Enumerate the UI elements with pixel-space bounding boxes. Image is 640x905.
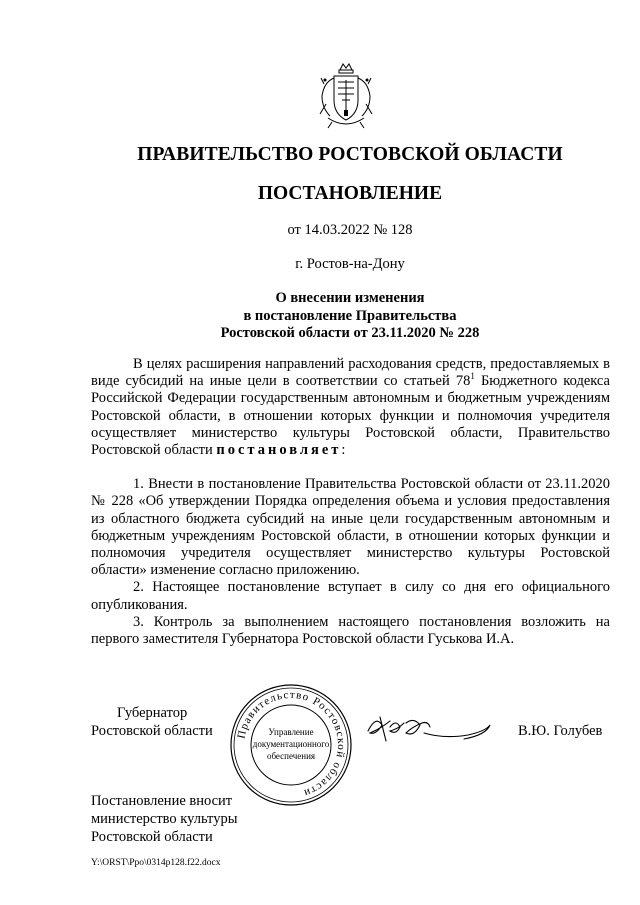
document-subject bbox=[0, 290, 640, 343]
decree-item-1: 1. Внести в постановление Правительства Ростовской области от 23.11.2020 № 228 «Об утверждении Порядка определения объема и условия предоставления из областного бюджета субсидий на иные цели государственным автономным и бюджетным учреждениям Ростовской области, в отношении которых функции и полномочия учредителя осуществляет министерство культуры Ростовской области» изменение согласно приложению. bbox=[91, 476, 610, 579]
handwritten-signature-icon bbox=[364, 711, 494, 747]
introducer-line: министерство культуры bbox=[91, 811, 238, 827]
subject-line: О внесении изменения bbox=[275, 290, 425, 306]
seal-center-line: документационного bbox=[252, 739, 330, 749]
document-city: г. Ростов-на-Дону bbox=[295, 256, 405, 272]
file-path-footer: Y:\ORST\Ppo\0314p128.f22.docx bbox=[91, 858, 221, 868]
official-seal-icon bbox=[229, 683, 353, 807]
decree-word: постановляет bbox=[216, 442, 342, 459]
introducer-line: Ростовской области bbox=[91, 829, 213, 845]
seal-ring-text: Правительство Ростовской области bbox=[235, 688, 348, 800]
organization-title: ПРАВИТЕЛЬСТВО РОСТОВСКОЙ ОБЛАСТИ bbox=[137, 144, 563, 165]
article-superscript: 1 bbox=[470, 371, 475, 382]
document-type-title: ПОСТАНОВЛЕНИЕ bbox=[257, 183, 443, 204]
introducer-line: Постановление вносит bbox=[91, 793, 233, 809]
decree-item-2: 2. Настоящее постановление вступает в силу со дня его официального опубликования. bbox=[91, 579, 610, 613]
preamble-text-cont: Бюджетного кодекса Российской Федерации государственным автономным и бюджетным учреждениям Ростовской области, в отношении которых функции и полномочия учредителя осуществляет министерство культуры Ростовской области, Правительство Ростовской области bbox=[91, 373, 610, 459]
signatory-name: В.Ю. Голубев bbox=[518, 723, 603, 739]
signatory-position-line: Ростовской области bbox=[91, 722, 213, 739]
decree-item-3: 3. Контроль за выполнением настоящего постановления возложить на первого заместителя Губернатора Ростовской области Гуськова И.А. bbox=[91, 613, 610, 648]
introducer-note bbox=[91, 792, 237, 846]
seal-center-line: Управление bbox=[268, 727, 314, 737]
document-body bbox=[91, 356, 610, 648]
preamble-text: В целях расширения направлений расходования средств, предоставляемых в виде субсидий на иные цели в соответствии со статьей 78 bbox=[91, 356, 610, 390]
seal-center-line: обеспечения bbox=[266, 751, 316, 761]
signatory-position-line: Губернатор bbox=[117, 705, 188, 721]
document-date-number: от 14.03.2022 № 128 bbox=[287, 222, 413, 238]
preamble-end: : bbox=[341, 442, 346, 459]
subject-line: Ростовской области от 23.11.2020 № 228 bbox=[220, 325, 480, 341]
preamble-paragraph bbox=[91, 356, 610, 459]
signatory-position bbox=[91, 705, 213, 740]
coat-of-arms-icon bbox=[316, 60, 376, 132]
subject-line: в постановление Правительства bbox=[243, 307, 457, 324]
